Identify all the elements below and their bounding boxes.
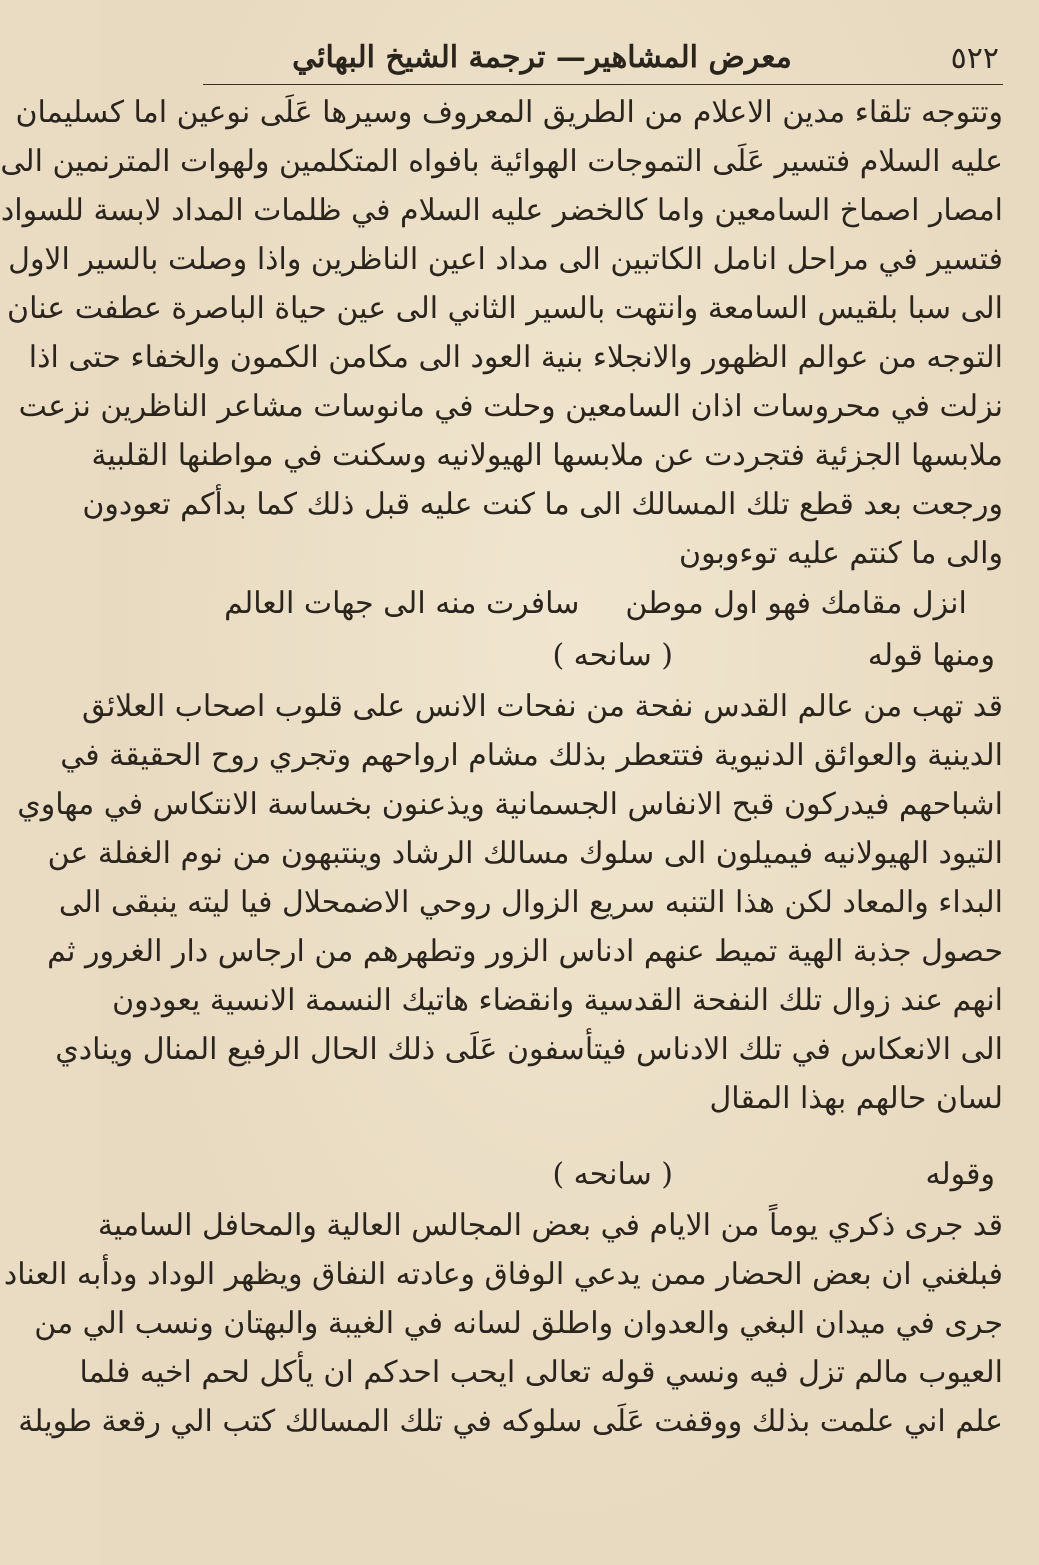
text-line: ملابسها الجزئية فتجردت عن ملابسها الهيولانيه وسكنت في مواطنها القلبية [91,438,1003,473]
paragraph-1 [0,88,1003,578]
text-line: التوجه من عوالم الظهور والانجلاء بنية العود الى مكامن الكمون والخفاء حتى اذا [28,340,1003,375]
header-rule [203,84,1003,85]
text-line: قد تهب من عالم القدس نفحة من نفحات الانس على قلوب اصحاب العلائق [81,689,1003,724]
text-line: انهم عند زوال تلك النفحة القدسية وانقضاء هاتيك النسمة الانسية يعودون [112,983,1003,1018]
running-title: معرض المشاهير— ترجمة الشيخ البهائي [292,40,792,75]
heading-tag: ( سانحه ) [552,638,673,673]
text-line: العيوب مالم تزل فيه ونسي قوله تعالى ايحب احدكم ان يأكل لحم اخيه فلما [79,1355,1003,1390]
heading-lead: ومنها قوله [867,638,995,673]
text-line: نزلت في محروسات اذان السامعين وحلت في مانوسات مشاعر الناظرين نزعت [18,389,1003,424]
text-line: الدينية والعوائق الدنيوية فتتعطر بذلك مشام ارواحهم وتجري روح الحقيقة في [60,738,1003,773]
text-line: امصار اصماخ السامعين واما كالخضر عليه السلام في ظلمات المداد لابسة للسواد [0,193,1003,228]
section-heading [198,630,1003,682]
body-text [0,88,1003,1446]
text-line: وتتوجه تلقاء مدين الاعلام من الطريق المعروف وسيرها عَلَى نوعين اما كسليمان [15,95,1003,130]
text-line: الى الانعكاس في تلك الادناس فيتأسفون عَلَى ذلك الحال الرفيع المنال وينادي [55,1032,1003,1067]
text-line: ورجعت بعد قطع تلك المسالك الى ما كنت عليه قبل ذلك كما بدأكم تعودون [82,487,1003,522]
text-line: جرى في ميدان البغي والعدوان واطلق لسانه في الغيبة والبهتان ونسب الي من [34,1306,1003,1341]
text-line: فتسير في مراحل انامل الكاتبين الى مداد اعين الناظرين واذا وصلت بالسير الاول [8,242,1003,277]
heading-lead: وقوله [925,1157,995,1192]
page-header [205,38,999,82]
text-line: قد جرى ذكري يوماً من الايام في بعض المجالس العالية والمحافل السامية [97,1208,1003,1243]
heading-tag: ( سانحه ) [552,1157,673,1192]
page-number: ٥٢٢ [950,41,999,76]
text-line: البداء والمعاد لكن هذا التنبه سريع الزوال روحي الاضمحلال فيا ليته ينبقى الى [58,885,1003,920]
text-line: والى ما كنتم عليه توءوبون [679,536,1003,571]
text-line: عليه السلام فتسير عَلَى التموجات الهوائية بافواه المتكلمين ولهوات المترنمين الى [0,144,1003,179]
poem-verse [198,578,1003,630]
section-heading [198,1149,1003,1201]
text-line: الى سبا بلقيس السامعة وانتهت بالسير الثاني الى عين حياة الباصرة عطفت عنان [7,291,1003,326]
text-line: لسان حالهم بهذا المقال [709,1081,1003,1116]
text-line: اشباحهم فيدركون قبح الانفاس الجسمانية ويذعنون بخساسة الانتكاس في مهاوي [17,787,1003,822]
verse-hemistich-first: انزل مقامك فهو اول موطن [625,586,967,621]
text-line: فبلغني ان بعض الحضار ممن يدعي الوفاق وعادته النفاق ويظهر الوداد ودأبه العناد [3,1257,1003,1292]
text-line: حصول جذبة الهية تميط عنهم ادناس الزور وتطهرهم من ارجاس دار الغرور ثم [47,934,1003,969]
section-gap [198,1123,1003,1149]
text-line: علم اني علمت بذلك ووقفت عَلَى سلوكه في تلك المسالك كتب الي رقعة طويلة [18,1404,1003,1439]
paragraph-2 [17,682,1003,1123]
verse-hemistich-second: سافرت منه الى جهات العالم [224,586,580,621]
paragraph-3 [3,1201,1003,1446]
text-line: التيود الهيولانيه فيميلون الى سلوك مسالك الرشاد وينتبهون من نوم الغفلة عن [47,836,1003,871]
